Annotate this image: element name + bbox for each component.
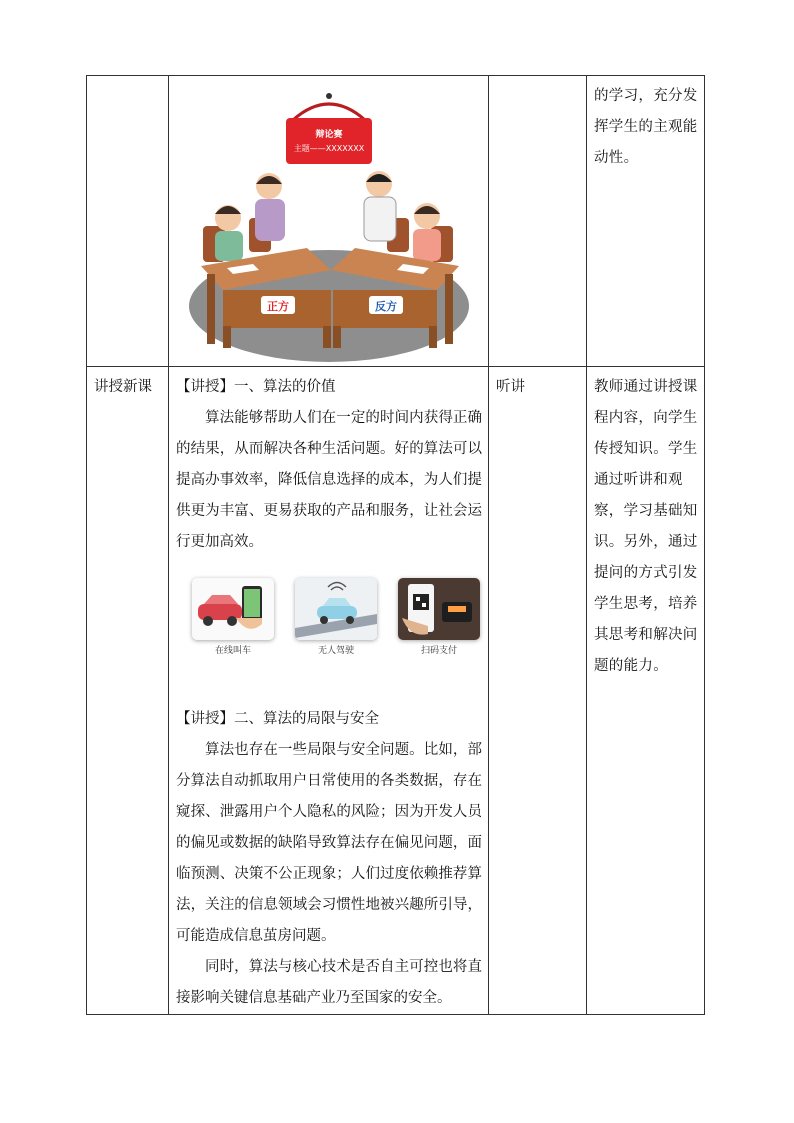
debate-sign xyxy=(286,118,372,164)
example-images xyxy=(192,578,480,658)
image-caption: 在线叫车 xyxy=(214,646,251,656)
qr-payment-icon xyxy=(398,578,480,640)
design-intent-text: 教师通过讲授课程内容，向学生传授知识。学生通过听讲和观察，学习基础知识。另外，通过提问的方式引发学生思考，培养其思考和解决问题的能力。 xyxy=(594,379,698,674)
sign-subtitle: 主题——XXXXXXX xyxy=(293,144,364,153)
table-row xyxy=(87,367,705,1015)
table-leg xyxy=(323,326,331,348)
content-cell xyxy=(169,76,489,367)
table-leg xyxy=(429,326,437,348)
self-driving-car-icon xyxy=(295,578,377,640)
debate-illustration xyxy=(183,86,475,364)
table-leg xyxy=(207,274,215,344)
activity-cell xyxy=(489,367,587,1015)
section1-heading: 【讲授】一、算法的价值 xyxy=(176,379,336,395)
table-leg xyxy=(223,326,231,348)
team-label-right: 反方 xyxy=(374,300,397,313)
person-body xyxy=(215,231,243,261)
example-online-taxi xyxy=(192,578,274,658)
section2-heading: 【讲授】二、算法的局限与安全 xyxy=(176,711,379,727)
stage-cell xyxy=(87,367,169,1015)
image-caption: 无人驾驶 xyxy=(317,646,354,656)
sign-string xyxy=(293,104,365,120)
activity-cell xyxy=(489,76,587,367)
section2-body-2: 同时，算法与核心技术是否自主可控也将直接影响关键信息基础产业乃至国家的安全。 xyxy=(176,959,482,1006)
content-cell xyxy=(169,367,489,1015)
table-leg xyxy=(445,274,453,344)
sign-title: 辩论赛 xyxy=(314,130,343,140)
section1-body: 算法能够帮助人们在一定的时间内获得正确的结果，从而解决各种生活问题。好的算法可以提高办事效率，降低信息选择的成本，为人们提供更为丰富、更易获取的产品和服务，让社会运行更加高效。 xyxy=(176,410,482,550)
lesson-plan-table xyxy=(86,75,705,1015)
example-self-driving xyxy=(295,578,377,658)
person-body xyxy=(255,199,285,241)
person-hair xyxy=(215,206,241,214)
example-qr-payment xyxy=(398,578,480,658)
taxi-phone-icon xyxy=(192,578,274,640)
table-row xyxy=(87,76,705,367)
person-body xyxy=(413,229,441,261)
section2-body-1: 算法也存在一些局限与安全问题。比如，部分算法自动抓取用户日常使用的各类数据，存在窥探、泄露用户个人隐私的风险；因为开发人员的偏见或数据的缺陷导致算法存在偏见问题，面临预测、决策不公正现象；人们过度依赖推荐算法，关注的信息领域会习惯性地被兴趣所引导，可能造成信息茧房问题。 xyxy=(176,742,482,944)
stage-cell xyxy=(87,76,169,367)
stage-label: 讲授新课 xyxy=(94,379,152,395)
team-label-left: 正方 xyxy=(266,300,289,313)
sign-nail xyxy=(326,93,332,99)
person-body xyxy=(364,197,396,241)
image-caption: 扫码支付 xyxy=(420,646,457,656)
intent-cell xyxy=(587,367,705,1015)
design-intent-text: 的学习，充分发挥学生的主观能动性。 xyxy=(594,88,698,166)
table-leg xyxy=(333,326,341,348)
student-activity: 听讲 xyxy=(496,379,525,395)
intent-cell xyxy=(587,76,705,367)
